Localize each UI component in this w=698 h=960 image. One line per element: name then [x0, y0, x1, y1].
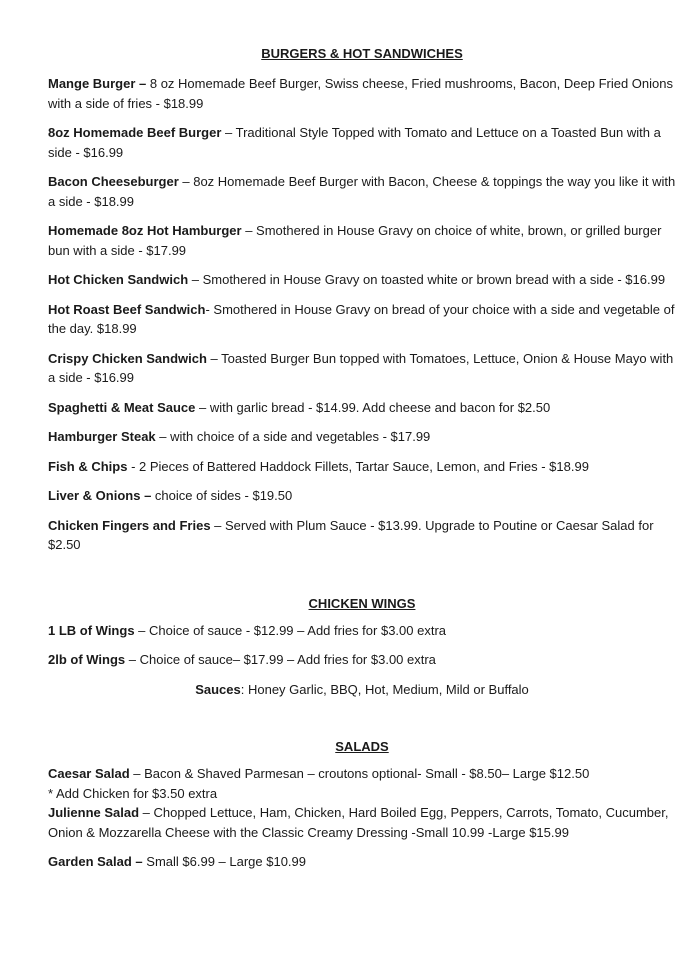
menu-item-garden-salad — [48, 852, 676, 872]
menu-item-chicken-fingers — [48, 516, 676, 555]
menu-item-hot-chicken-sandwich — [48, 270, 676, 290]
item-name: Garden Salad – — [48, 854, 143, 869]
menu-item-1lb-wings — [48, 621, 676, 641]
menu-item-liver-onions — [48, 486, 676, 506]
salads-section-title: SALADS — [335, 739, 389, 754]
item-desc: - Smothered in House Gravy on bread of your choice with a side and vegetable of the day. $18.99 — [48, 301, 675, 336]
item-name: Homemade 8oz Hot Hamburger — [48, 223, 242, 238]
item-desc: – Chopped Lettuce, Ham, Chicken, Hard Boiled Egg, Peppers, Carrots, Tomato, Cucumber, Onion & Mozzarella Cheese with the Classic Creamy Dressing -Small 10.99 -Large $15.99 — [48, 805, 669, 840]
item-name: Hot Chicken Sandwich — [48, 272, 189, 287]
menu-item-hot-hamburger — [48, 221, 676, 260]
menu-item-crispy-chicken — [48, 349, 676, 388]
menu-item-hot-roast-beef — [48, 300, 676, 339]
item-name: 2lb of Wings — [48, 652, 126, 667]
item-name: Mange Burger – — [48, 76, 147, 91]
item-name: Liver & Onions – — [48, 488, 152, 503]
item-name: Hot Roast Beef Sandwich — [48, 301, 206, 317]
burgers-section-title: BURGERS & HOT SANDWICHES — [261, 46, 463, 61]
menu-item-hamburger-steak — [48, 427, 676, 447]
item-desc: – Choice of sauce– $17.99 – Add fries for $3.00 extra — [125, 652, 436, 667]
menu-item-8oz-burger — [48, 123, 676, 162]
item-desc: choice of sides - $19.50 — [151, 488, 293, 503]
sauces-label: Sauces — [195, 681, 241, 697]
item-name: Caesar Salad — [48, 766, 130, 781]
menu-item-mange-burger — [48, 74, 676, 113]
item-name: Fish & Chips — [48, 458, 128, 474]
item-name: 8oz Homemade Beef Burger — [48, 125, 222, 140]
item-desc: – Choice of sauce - $12.99 – Add fries for $3.00 extra — [134, 622, 447, 638]
menu-item-add-chicken-note — [48, 784, 676, 804]
item-desc: - 2 Pieces of Battered Haddock Fillets, Tartar Sauce, Lemon, and Fries - $18.99 — [127, 458, 589, 474]
item-desc: – Toasted Burger Bun topped with Tomatoes, Lettuce, Onion & House Mayo with a side - $16.99 — [48, 350, 674, 385]
item-name: 1 LB of Wings — [48, 622, 135, 638]
menu-item-julienne-salad — [48, 803, 676, 842]
item-name: Hamburger Steak — [48, 429, 156, 444]
item-name: Bacon Cheeseburger — [48, 174, 179, 189]
wings-section-title: CHICKEN WINGS — [308, 595, 416, 611]
item-name: Spaghetti & Meat Sauce — [48, 399, 196, 415]
item-name: Julienne Salad — [48, 805, 140, 820]
item-desc: 8 oz Homemade Beef Burger, Swiss cheese, Fried mushrooms, Bacon, Deep Fried Onions with a side of fries - $18.99 — [48, 76, 673, 111]
item-desc: Small $6.99 – Large $10.99 — [142, 854, 306, 869]
item-desc: – with choice of a side and vegetables - $17.99 — [155, 429, 431, 444]
item-desc: * Add Chicken for $3.50 extra — [48, 785, 218, 801]
item-desc: – Bacon & Shaved Parmesan – croutons optional- Small - $8.50– Large $12.50 — [129, 766, 590, 781]
item-name: Chicken Fingers and Fries — [48, 517, 211, 533]
sauces-text: : Honey Garlic, BBQ, Hot, Medium, Mild or Buffalo — [240, 681, 529, 697]
item-name: Crispy Chicken Sandwich — [48, 350, 207, 366]
menu-item-spaghetti — [48, 398, 676, 418]
item-desc: – with garlic bread - $14.99. Add cheese and bacon for $2.50 — [195, 399, 551, 415]
sauces-line — [48, 680, 676, 700]
menu-item-fish-chips — [48, 457, 676, 477]
item-desc: – Traditional Style Topped with Tomato and Lettuce on a Toasted Bun with a side - $16.99 — [48, 125, 661, 160]
item-desc: – Smothered in House Gravy on toasted white or brown bread with a side - $16.99 — [188, 272, 666, 287]
item-desc: – Served with Plum Sauce - $13.99. Upgrade to Poutine or Caesar Salad for $2.50 — [48, 517, 654, 552]
menu-item-2lb-wings — [48, 650, 676, 670]
item-desc: – 8oz Homemade Beef Burger with Bacon, Cheese & toppings the way you like it with a side - $18.99 — [48, 174, 676, 209]
menu-item-caesar-salad — [48, 764, 676, 784]
item-desc: – Smothered in House Gravy on choice of white, brown, or grilled burger bun with a side - $17.99 — [48, 223, 662, 258]
menu-item-bacon-cheeseburger — [48, 172, 676, 211]
